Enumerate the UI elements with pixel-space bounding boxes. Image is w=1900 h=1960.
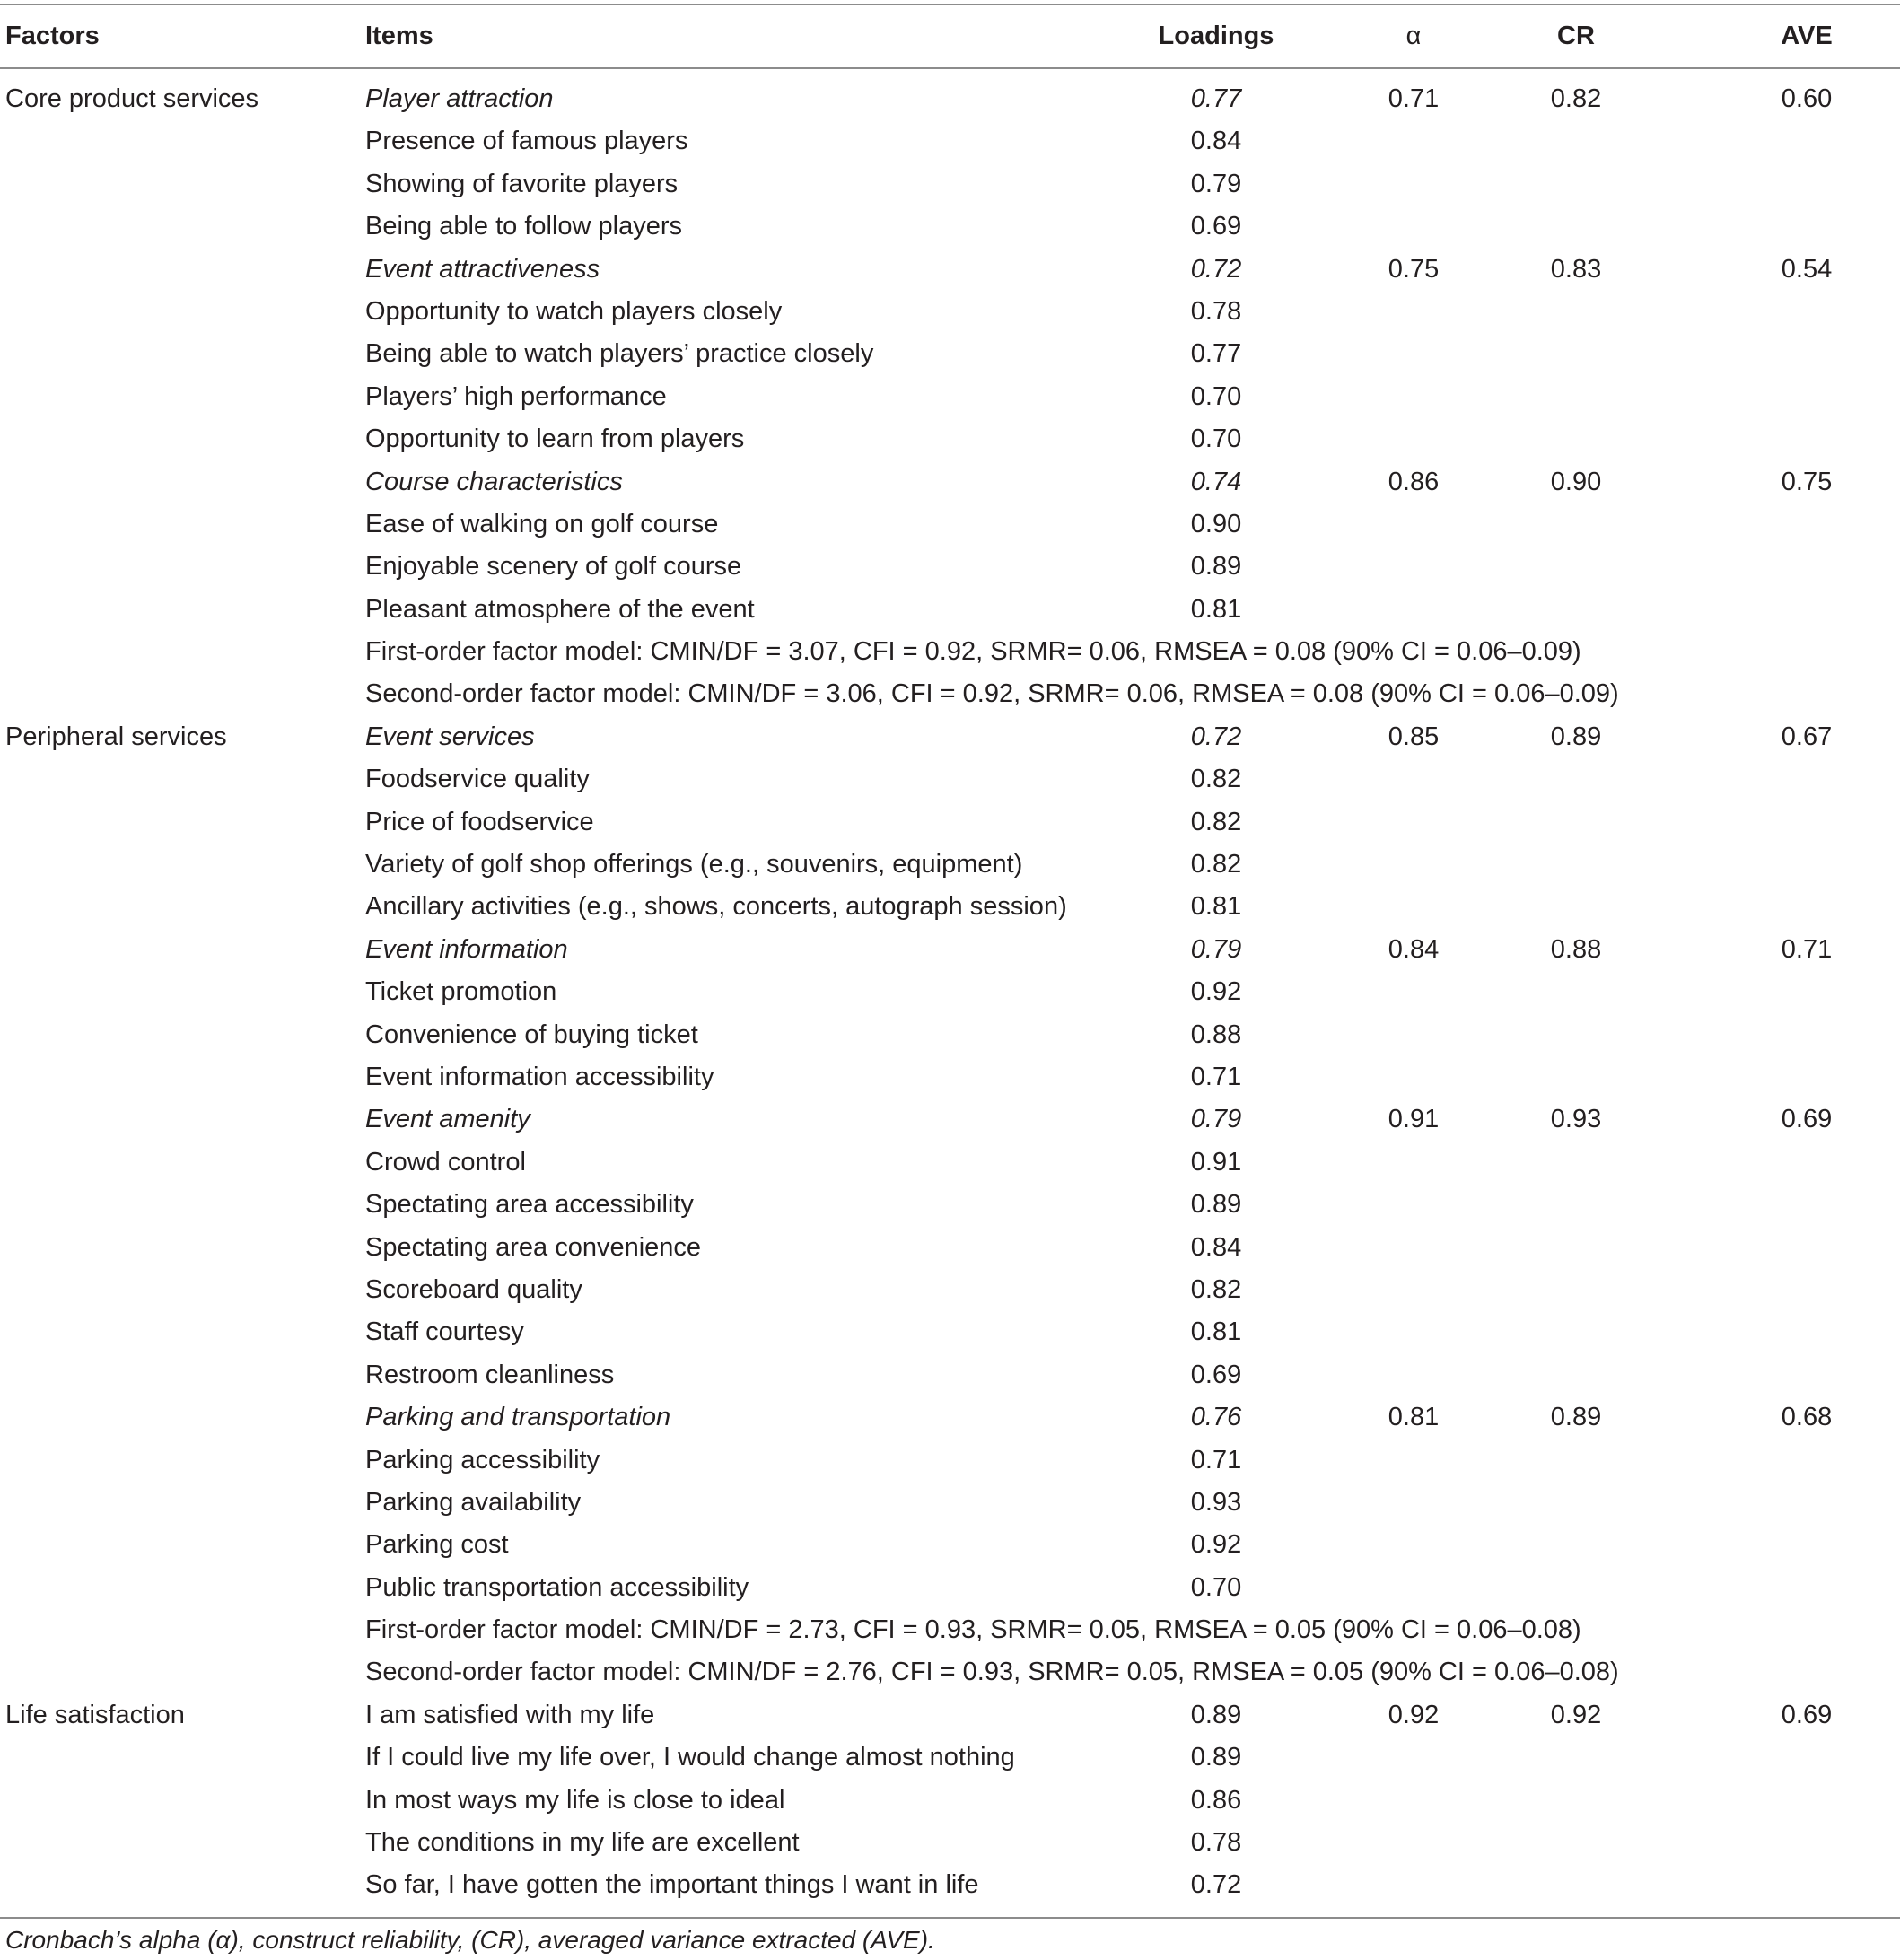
loading-cell: 0.79 bbox=[1190, 1105, 1242, 1134]
loading-cell: 0.81 bbox=[1190, 1317, 1242, 1347]
table-row bbox=[0, 801, 1900, 844]
loading-cell: 0.78 bbox=[1190, 296, 1242, 326]
loading-cell: 0.84 bbox=[1190, 127, 1242, 156]
cr-cell: 0.83 bbox=[1550, 254, 1602, 284]
table-row bbox=[0, 1482, 1900, 1524]
loading-cell: 0.79 bbox=[1190, 169, 1242, 198]
item-cell: Foodservice quality bbox=[365, 765, 590, 794]
table-header-rule bbox=[0, 67, 1900, 69]
table-row bbox=[0, 971, 1900, 1013]
ave-cell: 0.54 bbox=[1781, 254, 1833, 284]
factor-cell: Life satisfaction bbox=[5, 1700, 185, 1729]
loading-cell: 0.82 bbox=[1190, 807, 1242, 836]
item-cell: Restroom cleanliness bbox=[365, 1360, 615, 1389]
item-cell: Showing of favorite players bbox=[365, 169, 679, 198]
item-cell: Spectating area accessibility bbox=[365, 1190, 694, 1220]
loading-cell: 0.70 bbox=[1190, 381, 1242, 411]
table-row bbox=[0, 886, 1900, 928]
header-cr: CR bbox=[1557, 22, 1595, 50]
item-cell: Staff courtesy bbox=[365, 1317, 524, 1347]
loading-cell: 0.89 bbox=[1190, 1700, 1242, 1729]
table-row bbox=[0, 376, 1900, 418]
table-bottom-rule bbox=[0, 1917, 1900, 1919]
loading-cell: 0.74 bbox=[1190, 467, 1242, 496]
item-cell: Price of foodservice bbox=[365, 807, 594, 836]
alpha-cell: 0.75 bbox=[1388, 254, 1440, 284]
table-row bbox=[0, 589, 1900, 631]
item-cell: Convenience of buying ticket bbox=[365, 1019, 698, 1049]
table-row bbox=[0, 503, 1900, 546]
subfactor-row bbox=[0, 78, 1900, 120]
model-fit-row bbox=[0, 673, 1900, 715]
loading-cell: 0.89 bbox=[1190, 1190, 1242, 1220]
loading-cell: 0.77 bbox=[1190, 339, 1242, 369]
table-row bbox=[0, 120, 1900, 162]
table-row bbox=[0, 1227, 1900, 1269]
table-row bbox=[0, 546, 1900, 588]
alpha-cell: 0.71 bbox=[1388, 84, 1440, 113]
item-cell: So far, I have gotten the important things I want in life bbox=[365, 1870, 979, 1900]
item-cell: Enjoyable scenery of golf course bbox=[365, 552, 742, 582]
ave-cell: 0.75 bbox=[1781, 467, 1833, 496]
table-row bbox=[0, 333, 1900, 375]
subfactor-row bbox=[0, 929, 1900, 971]
item-cell: I am satisfied with my life bbox=[365, 1700, 655, 1729]
item-cell: If I could live my life over, I would change almost nothing bbox=[365, 1743, 1015, 1772]
item-cell: Event attractiveness bbox=[365, 254, 600, 284]
loading-cell: 0.76 bbox=[1190, 1403, 1242, 1432]
loading-cell: 0.78 bbox=[1190, 1828, 1242, 1858]
loading-cell: 0.82 bbox=[1190, 765, 1242, 794]
table-row bbox=[0, 1439, 1900, 1482]
table-row bbox=[0, 1694, 1900, 1737]
table-row bbox=[0, 1567, 1900, 1609]
item-cell: Event amenity bbox=[365, 1105, 530, 1134]
ave-cell: 0.71 bbox=[1781, 934, 1833, 964]
alpha-cell: 0.92 bbox=[1388, 1700, 1440, 1729]
loading-cell: 0.91 bbox=[1190, 1147, 1242, 1177]
item-cell: Being able to watch players’ practice closely bbox=[365, 339, 874, 369]
table-row bbox=[0, 844, 1900, 886]
loading-cell: 0.86 bbox=[1190, 1785, 1242, 1815]
item-cell: Parking availability bbox=[365, 1487, 582, 1517]
header-ave: AVE bbox=[1781, 22, 1833, 50]
header-alpha: α bbox=[1405, 22, 1422, 50]
cr-cell: 0.88 bbox=[1550, 934, 1602, 964]
loading-cell: 0.88 bbox=[1190, 1019, 1242, 1049]
ave-cell: 0.68 bbox=[1781, 1403, 1833, 1432]
cr-cell: 0.92 bbox=[1550, 1700, 1602, 1729]
item-cell: Parking accessibility bbox=[365, 1445, 600, 1474]
item-cell: Being able to follow players bbox=[365, 212, 683, 241]
item-cell: In most ways my life is close to ideal bbox=[365, 1785, 785, 1815]
loading-cell: 0.77 bbox=[1190, 84, 1242, 113]
item-cell: Players’ high performance bbox=[365, 381, 667, 411]
item-cell: Second-order factor model: CMIN/DF = 2.76, CFI = 0.93, SRMR= 0.05, RMSEA = 0.05 (90% CI = 0.06–0.08) bbox=[365, 1658, 1619, 1687]
item-cell: Ease of walking on golf course bbox=[365, 509, 719, 538]
factor-cell: Peripheral services bbox=[5, 722, 227, 751]
table-row bbox=[0, 163, 1900, 206]
subfactor-row bbox=[0, 1396, 1900, 1439]
cr-cell: 0.82 bbox=[1550, 84, 1602, 113]
table-row bbox=[0, 1864, 1900, 1906]
item-cell: Player attraction bbox=[365, 84, 554, 113]
cr-cell: 0.93 bbox=[1550, 1105, 1602, 1134]
table-row bbox=[0, 1822, 1900, 1864]
table-row bbox=[0, 1737, 1900, 1779]
table-row bbox=[0, 1056, 1900, 1098]
alpha-cell: 0.84 bbox=[1388, 934, 1440, 964]
header-items: Items bbox=[365, 22, 433, 50]
item-cell: Parking and transportation bbox=[365, 1403, 671, 1432]
ave-cell: 0.60 bbox=[1781, 84, 1833, 113]
ave-cell: 0.69 bbox=[1781, 1700, 1833, 1729]
table-row bbox=[0, 291, 1900, 333]
loading-cell: 0.89 bbox=[1190, 552, 1242, 582]
item-cell: Presence of famous players bbox=[365, 127, 688, 156]
alpha-cell: 0.81 bbox=[1388, 1403, 1440, 1432]
item-cell: Parking cost bbox=[365, 1530, 509, 1560]
table-body bbox=[0, 78, 1900, 1907]
loading-cell: 0.69 bbox=[1190, 212, 1242, 241]
header-factors: Factors bbox=[5, 22, 100, 50]
subfactor-row bbox=[0, 1098, 1900, 1141]
loading-cell: 0.71 bbox=[1190, 1062, 1242, 1091]
loading-cell: 0.69 bbox=[1190, 1360, 1242, 1389]
ave-cell: 0.69 bbox=[1781, 1105, 1833, 1134]
item-cell: First-order factor model: CMIN/DF = 2.73, CFI = 0.93, SRMR= 0.05, RMSEA = 0.05 (90% CI = 0.06–0.08) bbox=[365, 1615, 1581, 1645]
loading-cell: 0.79 bbox=[1190, 934, 1242, 964]
cr-cell: 0.89 bbox=[1550, 722, 1602, 751]
item-cell: Ticket promotion bbox=[365, 977, 557, 1007]
loading-cell: 0.92 bbox=[1190, 1530, 1242, 1560]
table-row bbox=[0, 1524, 1900, 1566]
factor-cell: Core product services bbox=[5, 84, 259, 113]
loading-cell: 0.81 bbox=[1190, 594, 1242, 624]
table-row bbox=[0, 1142, 1900, 1184]
loading-cell: 0.72 bbox=[1190, 1870, 1242, 1900]
loading-cell: 0.72 bbox=[1190, 254, 1242, 284]
loading-cell: 0.81 bbox=[1190, 892, 1242, 922]
cr-cell: 0.89 bbox=[1550, 1403, 1602, 1432]
loading-cell: 0.82 bbox=[1190, 850, 1242, 879]
loading-cell: 0.72 bbox=[1190, 722, 1242, 751]
item-cell: Event information bbox=[365, 934, 568, 964]
table-row bbox=[0, 1354, 1900, 1396]
subfactor-row bbox=[0, 249, 1900, 291]
table-row bbox=[0, 758, 1900, 801]
table-row bbox=[0, 1184, 1900, 1226]
table-row bbox=[0, 206, 1900, 248]
item-cell: Public transportation accessibility bbox=[365, 1572, 749, 1602]
item-cell: Course characteristics bbox=[365, 467, 623, 496]
table-row bbox=[0, 1780, 1900, 1822]
cr-cell: 0.90 bbox=[1550, 467, 1602, 496]
item-cell: Variety of golf shop offerings (e.g., souvenirs, equipment) bbox=[365, 850, 1023, 879]
model-fit-row bbox=[0, 1651, 1900, 1693]
model-fit-row bbox=[0, 631, 1900, 673]
loading-cell: 0.89 bbox=[1190, 1743, 1242, 1772]
loading-cell: 0.90 bbox=[1190, 509, 1242, 538]
item-cell: Ancillary activities (e.g., shows, concerts, autograph session) bbox=[365, 892, 1067, 922]
loading-cell: 0.71 bbox=[1190, 1445, 1242, 1474]
item-cell: Opportunity to learn from players bbox=[365, 424, 745, 454]
table-footnote: Cronbach’s alpha (α), construct reliability, (CR), averaged variance extracted (AVE). bbox=[5, 1926, 935, 1954]
alpha-cell: 0.86 bbox=[1388, 467, 1440, 496]
table-header-row bbox=[0, 5, 1900, 67]
table-row bbox=[0, 418, 1900, 460]
table-row bbox=[0, 1014, 1900, 1056]
loading-cell: 0.93 bbox=[1190, 1487, 1242, 1517]
item-cell: Event information accessibility bbox=[365, 1062, 714, 1091]
alpha-cell: 0.85 bbox=[1388, 722, 1440, 751]
loading-cell: 0.70 bbox=[1190, 424, 1242, 454]
table-row bbox=[0, 1269, 1900, 1311]
item-cell: Crowd control bbox=[365, 1147, 526, 1177]
loading-cell: 0.84 bbox=[1190, 1232, 1242, 1262]
item-cell: Scoreboard quality bbox=[365, 1274, 582, 1304]
item-cell: First-order factor model: CMIN/DF = 3.07, CFI = 0.92, SRMR= 0.06, RMSEA = 0.08 (90% CI = 0.06–0.09) bbox=[365, 637, 1581, 667]
header-loadings: Loadings bbox=[1158, 22, 1274, 50]
subfactor-row bbox=[0, 716, 1900, 758]
loading-cell: 0.70 bbox=[1190, 1572, 1242, 1602]
item-cell: Second-order factor model: CMIN/DF = 3.06, CFI = 0.92, SRMR= 0.06, RMSEA = 0.08 (90% CI = 0.06–0.09) bbox=[365, 679, 1619, 709]
table-row bbox=[0, 1311, 1900, 1353]
model-fit-row bbox=[0, 1609, 1900, 1651]
subfactor-row bbox=[0, 461, 1900, 503]
ave-cell: 0.67 bbox=[1781, 722, 1833, 751]
item-cell: Event services bbox=[365, 722, 535, 751]
loading-cell: 0.92 bbox=[1190, 977, 1242, 1007]
alpha-cell: 0.91 bbox=[1388, 1105, 1440, 1134]
item-cell: Spectating area convenience bbox=[365, 1232, 702, 1262]
item-cell: Pleasant atmosphere of the event bbox=[365, 594, 755, 624]
loading-cell: 0.82 bbox=[1190, 1274, 1242, 1304]
item-cell: Opportunity to watch players closely bbox=[365, 296, 783, 326]
item-cell: The conditions in my life are excellent bbox=[365, 1828, 800, 1858]
